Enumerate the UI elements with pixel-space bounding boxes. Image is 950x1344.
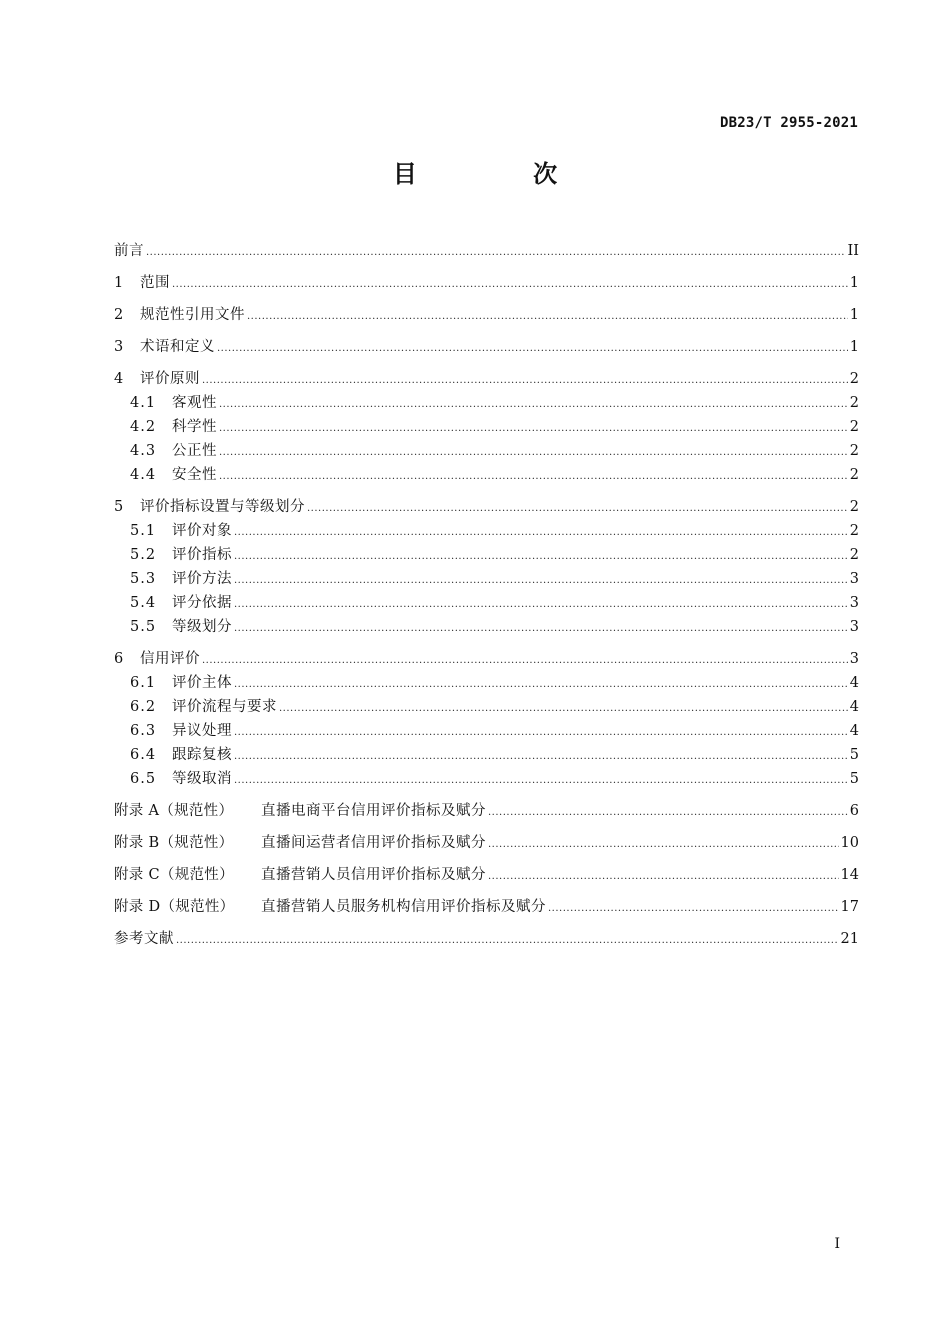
toc-leader-dots — [247, 305, 848, 329]
toc-entry[interactable] — [114, 671, 859, 695]
toc-entry-number: 4.3 — [130, 443, 157, 459]
toc-entry-page: 4 — [849, 675, 859, 691]
toc-entry-number: 5.5 — [130, 619, 157, 635]
toc-entry-number: 6.3 — [130, 723, 157, 739]
toc-entry-number: 5.1 — [130, 523, 157, 539]
toc-entry[interactable] — [114, 767, 859, 791]
toc-entry[interactable] — [114, 927, 859, 951]
toc-leader-dots — [488, 833, 839, 857]
toc-entry[interactable] — [114, 335, 859, 359]
toc-leader-dots — [146, 241, 846, 265]
toc-leader-dots — [234, 569, 848, 593]
toc-entry-title: 等级划分 — [172, 619, 232, 635]
toc-entry-title: 规范性引用文件 — [140, 307, 245, 323]
toc-leader-dots — [219, 441, 848, 465]
toc-entry[interactable] — [114, 303, 859, 327]
toc-entry-page: 3 — [849, 619, 859, 635]
toc-entry-title: 直播营销人员服务机构信用评价指标及赋分 — [261, 899, 546, 915]
toc-entry-title: 安全性 — [172, 467, 217, 483]
toc-entry-title: 评价对象 — [172, 523, 232, 539]
toc-entry-title: 范围 — [140, 275, 170, 291]
toc-entry-title: 评价指标 — [172, 547, 232, 563]
toc-entry-title: 评价方法 — [172, 571, 232, 587]
toc-entry-page: 5 — [849, 771, 859, 787]
toc-appendix-label: 附录 D（规范性） — [114, 899, 235, 915]
toc-leader-dots — [307, 497, 848, 521]
toc-entry-page: 5 — [849, 747, 859, 763]
toc-entry-number: 4.1 — [130, 395, 157, 411]
toc-leader-dots — [219, 393, 848, 417]
toc-entry-title: 公正性 — [172, 443, 217, 459]
toc-entry[interactable] — [114, 591, 859, 615]
toc-entry-title: 评分依据 — [172, 595, 232, 611]
toc-entry-page: 17 — [840, 899, 859, 915]
toc-entry-page: 3 — [849, 571, 859, 587]
toc-leader-dots — [279, 697, 848, 721]
toc-entry[interactable] — [114, 367, 859, 391]
toc-entry[interactable] — [114, 271, 859, 295]
toc-leader-dots — [202, 369, 848, 393]
toc-entry[interactable] — [114, 543, 859, 567]
toc-entry-title: 评价指标设置与等级划分 — [140, 499, 305, 515]
toc-entry-page: 14 — [840, 867, 859, 883]
toc-entry[interactable] — [114, 647, 859, 671]
toc-entry[interactable] — [114, 799, 859, 823]
toc-entry-number: 6 — [114, 651, 124, 667]
toc-appendix-label: 附录 B（规范性） — [114, 835, 234, 851]
toc-leader-dots — [234, 745, 848, 769]
toc-entry[interactable] — [114, 831, 859, 855]
toc-entry-number: 6.4 — [130, 747, 157, 763]
toc-entry-page: 2 — [849, 523, 859, 539]
toc-entry-title: 评价主体 — [172, 675, 232, 691]
toc-entry[interactable] — [114, 495, 859, 519]
toc-leader-dots — [219, 417, 848, 441]
toc-entry-number: 4.4 — [130, 467, 157, 483]
toc-entry-title: 直播营销人员信用评价指标及赋分 — [261, 867, 486, 883]
toc-entry-title: 参考文献 — [114, 931, 174, 947]
toc-entry-page: 21 — [840, 931, 859, 947]
toc-entry-title: 评价流程与要求 — [172, 699, 277, 715]
toc-leader-dots — [176, 929, 839, 953]
toc-entry-title: 客观性 — [172, 395, 217, 411]
toc-entry-page: 2 — [849, 499, 859, 515]
toc-entry[interactable] — [114, 439, 859, 463]
toc-leader-dots — [234, 521, 848, 545]
toc-entry-page: 1 — [849, 275, 859, 291]
toc-entry[interactable] — [114, 415, 859, 439]
toc-leader-dots — [488, 865, 839, 889]
toc-entry[interactable] — [114, 743, 859, 767]
toc-entry-page: 4 — [849, 699, 859, 715]
table-of-contents — [114, 239, 859, 951]
toc-entry-title: 跟踪复核 — [172, 747, 232, 763]
toc-leader-dots — [234, 769, 848, 793]
toc-entry-number: 6.5 — [130, 771, 157, 787]
toc-entry-page: 1 — [849, 339, 859, 355]
toc-entry-title: 评价原则 — [140, 371, 200, 387]
toc-entry-title: 直播电商平台信用评价指标及赋分 — [261, 803, 486, 819]
toc-entry[interactable] — [114, 695, 859, 719]
toc-entry-page: 1 — [849, 307, 859, 323]
toc-entry-page: 2 — [849, 467, 859, 483]
toc-leader-dots — [234, 673, 848, 697]
toc-leader-dots — [234, 617, 848, 641]
toc-entry-title: 术语和定义 — [140, 339, 215, 355]
toc-entry-number: 5.4 — [130, 595, 157, 611]
toc-entry[interactable] — [114, 567, 859, 591]
toc-title: 目 次 — [392, 160, 612, 188]
toc-entry-page: 2 — [849, 443, 859, 459]
toc-leader-dots — [172, 273, 848, 297]
toc-leader-dots — [202, 649, 848, 673]
toc-entry-title: 等级取消 — [172, 771, 232, 787]
toc-entry-page: 2 — [849, 371, 859, 387]
toc-entry-title: 前言 — [114, 243, 144, 259]
toc-entry-number: 5 — [114, 499, 124, 515]
toc-entry-number: 2 — [114, 307, 124, 323]
toc-entry[interactable] — [114, 519, 859, 543]
toc-entry[interactable] — [114, 391, 859, 415]
toc-entry[interactable] — [114, 615, 859, 639]
toc-entry-page: 2 — [849, 547, 859, 563]
toc-entry[interactable] — [114, 895, 859, 919]
toc-entry-number: 6.1 — [130, 675, 157, 691]
toc-leader-dots — [234, 593, 848, 617]
toc-entry[interactable] — [114, 239, 859, 263]
toc-entry-number: 4 — [114, 371, 124, 387]
toc-entry-number: 1 — [114, 275, 124, 291]
toc-entry-page: 3 — [849, 651, 859, 667]
toc-entry-page: 4 — [849, 723, 859, 739]
toc-entry-title: 异议处理 — [172, 723, 232, 739]
document-code: DB23/T 2955-2021 — [719, 115, 858, 131]
toc-leader-dots — [234, 721, 848, 745]
toc-entry-page: 3 — [849, 595, 859, 611]
toc-entry-number: 5.2 — [130, 547, 157, 563]
toc-appendix-label: 附录 C（规范性） — [114, 867, 234, 883]
toc-entry-page: 10 — [840, 835, 859, 851]
toc-entry-page: II — [847, 243, 859, 259]
toc-leader-dots — [548, 897, 839, 921]
toc-entry-number: 5.3 — [130, 571, 157, 587]
toc-entry-title: 科学性 — [172, 419, 217, 435]
toc-entry-page: 2 — [849, 419, 859, 435]
toc-entry-page: 6 — [849, 803, 859, 819]
toc-entry[interactable] — [114, 719, 859, 743]
toc-entry-number: 6.2 — [130, 699, 157, 715]
toc-entry-title: 信用评价 — [140, 651, 200, 667]
toc-leader-dots — [217, 337, 848, 361]
toc-leader-dots — [219, 465, 848, 489]
toc-leader-dots — [234, 545, 848, 569]
toc-entry[interactable] — [114, 863, 859, 887]
toc-entry[interactable] — [114, 463, 859, 487]
toc-entry-number: 4.2 — [130, 419, 157, 435]
page-number: I — [834, 1236, 840, 1252]
toc-leader-dots — [488, 801, 848, 825]
toc-entry-title: 直播间运营者信用评价指标及赋分 — [261, 835, 486, 851]
toc-entry-page: 2 — [849, 395, 859, 411]
toc-entry-number: 3 — [114, 339, 124, 355]
toc-appendix-label: 附录 A（规范性） — [114, 803, 234, 819]
